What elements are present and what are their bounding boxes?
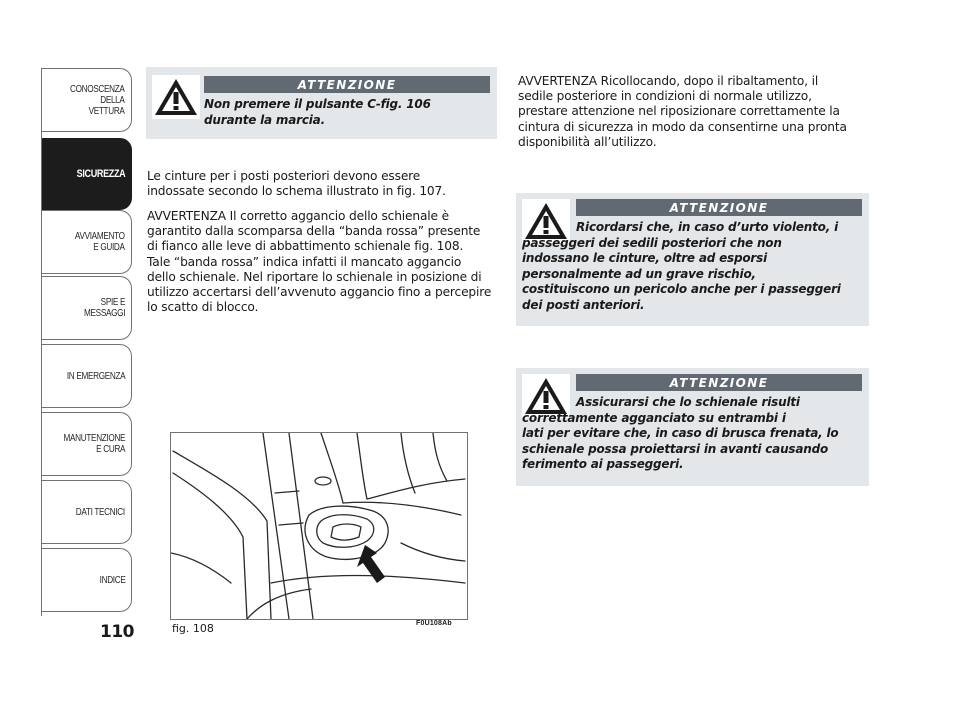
paragraph-backrest-warning: AVVERTENZA Il corretto aggancio dello schienale è garantito dalla scomparsa della “banda rossa” presente di fianco alle leve di abbattimento schienale fig. 108. Tale “banda rossa” indica infatti il mancato aggancio dello schienale. Nel riportare lo schienale in posizione di utilizzo accertarsi dell’avvenuto aggancio fino a percepire lo scatto di blocco.: [147, 209, 492, 315]
warning-text: Ricordarsi che, in caso d’urto violento, i passeggeri dei sedili posteriori che non indossano le cinture, oltre ad esporsi personalmente ad un grave rischio, costituiscono un pericolo anche per i passeggeri dei posti anteriori.: [522, 220, 841, 312]
sidebar-item-label: SICUREZZA: [76, 167, 125, 180]
sidebar-item-indice[interactable]: [42, 548, 132, 612]
figure-caption: fig. 108: [172, 622, 214, 635]
sidebar-item-label: SPIE E MESSAGGI: [83, 297, 125, 319]
sidebar-item-label: MANUTENZIONE E CURA: [63, 433, 125, 455]
sidebar-item-label: AVVIAMENTO E GUIDA: [75, 231, 125, 253]
warning-text: Non premere il pulsante C-fig. 106 durante la marcia.: [204, 97, 431, 127]
sidebar-item-label: DATI TECNICI: [75, 506, 125, 518]
sidebar-item-label: IN EMERGENZA: [66, 370, 125, 382]
sidebar-item-emergenza[interactable]: [42, 344, 132, 408]
sidebar-item-dati-tecnici[interactable]: [42, 480, 132, 544]
warning-header: ATTENZIONE: [204, 76, 490, 93]
warning-text: Assicurarsi che lo schienale risulti correttamente agganciato su entrambi i lati per evitare che, in caso di brusca frenata, lo schienale possa proiettarsi in avanti causando ferimento ai passeggeri.: [522, 395, 839, 472]
sidebar-item-sicurezza[interactable]: [42, 138, 132, 210]
figure-108: [170, 432, 468, 620]
warning-box: [146, 67, 497, 139]
sidebar-item-conoscenza[interactable]: [42, 68, 132, 132]
warning-header: ATTENZIONE: [576, 199, 862, 216]
sidebar-item-avviamento[interactable]: [42, 210, 132, 274]
figure-code: F0U108Ab: [416, 620, 452, 627]
sidebar-item-label: INDICE: [99, 574, 125, 586]
sidebar-item-manutenzione[interactable]: [42, 412, 132, 476]
warning-triangle-icon: [152, 75, 200, 119]
warning-box: [516, 368, 869, 486]
paragraph-rear-belts: Le cinture per i posti posteriori devono essere indossate secondo lo schema illustrato in fig. 107.: [147, 169, 446, 199]
paragraph-reposition-warning: AVVERTENZA Ricollocando, dopo il ribaltamento, il sedile posteriore in condizioni di normale utilizzo, prestare attenzione nel riposizionare correttamente la cintura di sicurezza in modo da consentirne una pronta disponibilità all’utilizzo.: [518, 74, 847, 149]
backrest-latch-illustration: [171, 433, 467, 619]
sidebar-item-label: CONOSCENZA DELLA VETTURA: [70, 83, 125, 117]
page-number: 110: [100, 622, 134, 642]
sidebar-item-spie[interactable]: [42, 276, 132, 340]
warning-box: [516, 193, 869, 326]
warning-header: ATTENZIONE: [576, 374, 862, 391]
